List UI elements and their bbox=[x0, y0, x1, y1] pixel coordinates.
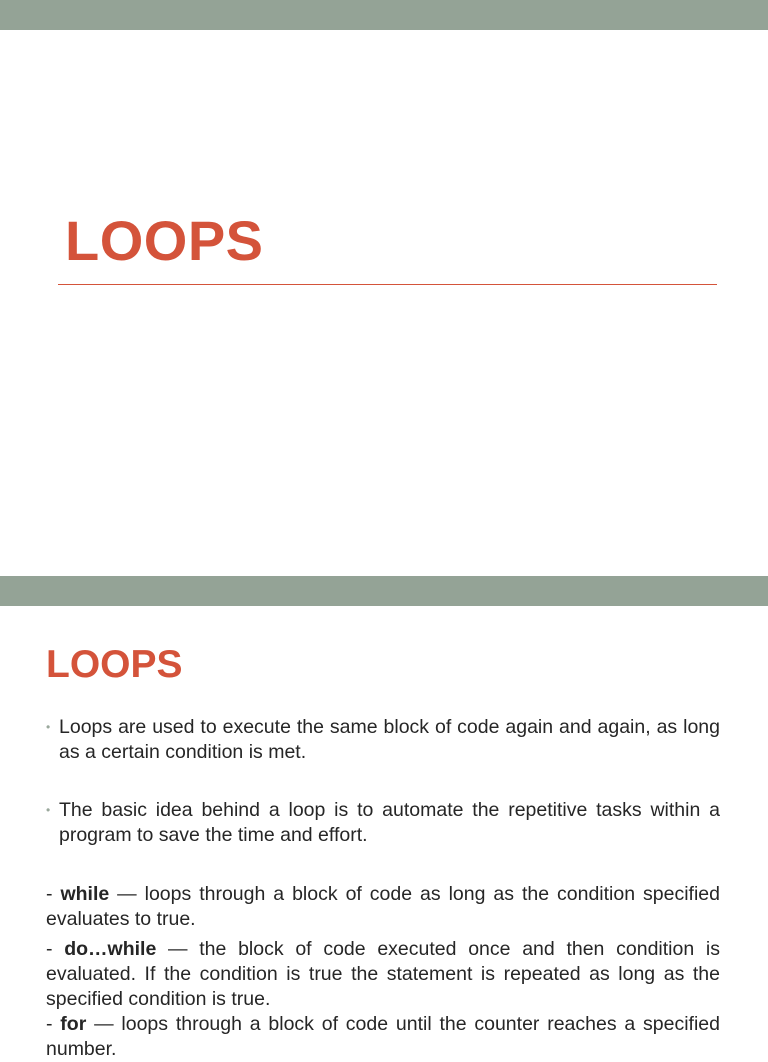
top-header-band bbox=[0, 0, 768, 30]
slide-2-title: LOOPS bbox=[46, 643, 183, 686]
definition-desc: — loops through a block of code until the counter reaches a specified number. bbox=[46, 1013, 720, 1060]
bullet-item bbox=[46, 715, 720, 765]
definition-term: do…while bbox=[64, 938, 157, 960]
bullet-text: Loops are used to execute the same block of code again and again, as long as a certain condition is met. bbox=[59, 716, 720, 763]
definition-do-while bbox=[46, 937, 720, 1012]
bullet-text: The basic idea behind a loop is to automate the repetitive tasks within a program to save the time and effort. bbox=[59, 799, 720, 846]
definition-prefix: - bbox=[46, 938, 65, 960]
slide-2-header-band bbox=[0, 576, 768, 606]
slide-1-title: LOOPS bbox=[65, 209, 264, 272]
definition-prefix: - bbox=[46, 1013, 61, 1035]
bullet-dot-icon: • bbox=[46, 720, 51, 734]
definition-term: while bbox=[60, 883, 110, 905]
definition-desc: — loops through a block of code as long as the condition specified evaluates to true. bbox=[46, 883, 720, 930]
definition-term: for bbox=[60, 1013, 87, 1035]
bullet-dot-icon: • bbox=[46, 803, 51, 817]
definition-prefix: - bbox=[46, 883, 61, 905]
title-underline bbox=[58, 284, 717, 285]
definition-while bbox=[46, 882, 720, 932]
definition-desc: — the block of code executed once and then condition is evaluated. If the condition is true the statement is repeated as long as the specified condition is true. bbox=[46, 938, 720, 1010]
definition-for bbox=[46, 1012, 720, 1062]
bullet-item bbox=[46, 798, 720, 848]
